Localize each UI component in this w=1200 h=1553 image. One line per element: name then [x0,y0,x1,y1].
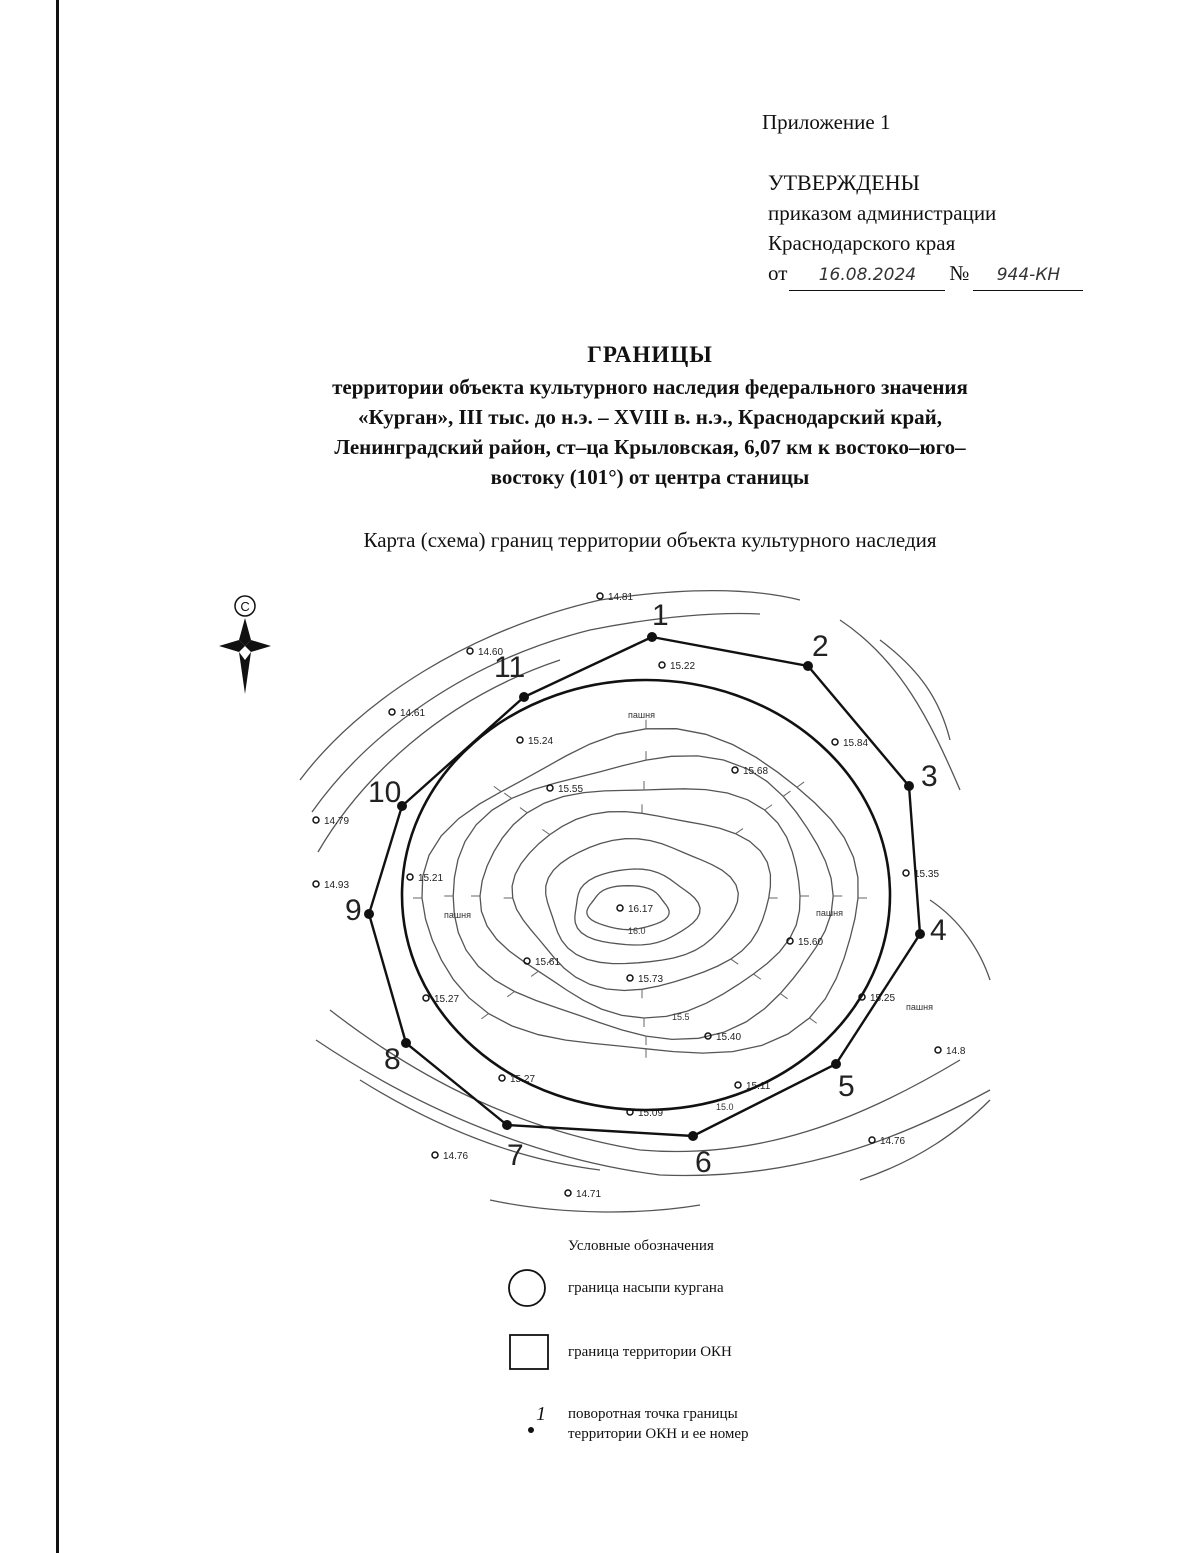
elevation-label: 14.8 [946,1046,966,1057]
legend-mound-boundary: граница насыпи кургана [568,1280,724,1296]
slope-tick [520,808,527,813]
turning-point-label: 2 [812,630,829,663]
elevation-label: 15.24 [528,736,554,747]
slope-tick [507,991,514,996]
contour-arc [880,640,950,740]
svg-text:1: 1 [536,1403,546,1425]
elevation-dot [313,881,319,887]
territory-boundary-legend-icon [508,1333,552,1373]
title-heading: ГРАНИЦЫ [587,342,713,367]
approved-line-2: Краснодарского края [768,231,956,255]
mound-boundary-legend-icon [506,1267,548,1309]
turning-point-dot [364,909,374,919]
elevation-dot [597,593,603,599]
contour-arc [360,1080,600,1170]
turning-point-label: 9 [345,894,362,927]
slope-tick [754,974,761,979]
contour-label: пашня [444,910,471,920]
elevation-dot [565,1190,571,1196]
elevation-label: 15.73 [638,974,664,985]
turning-point-dot [915,929,925,939]
turning-point-label: 8 [384,1043,401,1076]
elevation-dot [432,1152,438,1158]
contour-label: 16.0 [628,926,646,936]
turning-point-dot [401,1038,411,1048]
elevation-dot [659,662,665,668]
contour-label: 15.0 [716,1102,734,1112]
number-prefix: № [949,261,970,285]
turning-point-label: 5 [838,1070,855,1103]
contour-arc [330,1010,960,1152]
handwritten-date: 16.08.2024 [789,260,945,291]
slope-tick [504,793,511,798]
elevation-label: 15.60 [798,937,824,948]
elevation-dot [499,1075,505,1081]
elevation-dot [627,975,633,981]
appendix-label: Приложение 1 [762,110,891,134]
elevation-dot [313,817,319,823]
legend-turning-point-line-2: территории ОКН и ее номер [568,1426,749,1442]
contour-arc [840,620,960,790]
turning-point-dot [904,781,914,791]
elevation-label: 15.27 [434,994,460,1005]
turning-point-label: 3 [921,760,938,793]
approved-line-1: приказом администрации [768,201,997,225]
slope-tick [542,830,549,835]
elevation-label: 15.25 [870,993,896,1004]
slope-tick [731,959,738,964]
elevation-dot [467,648,473,654]
turning-point-dot [688,1131,698,1141]
elevation-label: 15.61 [535,957,561,968]
mound-boundary [402,680,890,1110]
elevation-label: 15.21 [418,873,444,884]
elevation-dot [423,995,429,1001]
slope-tick [780,994,787,999]
elevation-dot [732,767,738,773]
elevation-label: 15.68 [743,766,769,777]
turning-point-label: 10 [368,776,402,809]
elevation-label: 15.40 [716,1032,742,1043]
elevation-dot [407,874,413,880]
map-caption: Карта (схема) границ территории объекта культурного наследия [363,528,937,552]
turning-points [345,599,947,1179]
slope-tick [765,805,772,810]
title-line-1: территории объекта культурного наследия федерального значения [332,375,968,399]
elevation-label: 14.93 [324,880,350,891]
title-line-2: «Курган», III тыс. до н.э. – XVIII в. н.э., Краснодарский край, [357,405,942,429]
legend-title: Условные обозначения [568,1238,714,1254]
slope-tick [481,1014,488,1019]
slope-tick [531,971,538,976]
elevation-label: 14.79 [324,816,350,827]
slope-tick [494,786,501,791]
north-arrow-icon [219,596,271,694]
elevation-label: 14.61 [400,708,426,719]
elevation-label: 14.76 [443,1151,469,1162]
elevation-label: 14.60 [478,647,504,658]
approved-title: УТВЕРЖДЕНЫ [768,170,920,195]
slope-tick [736,829,743,834]
turning-point-dot [519,692,529,702]
contour-label: 15.5 [672,1012,690,1022]
turning-point-label: 7 [507,1139,524,1172]
contour-ring [422,729,858,1053]
elevation-dot [617,905,623,911]
elevation-dot [547,785,553,791]
elevation-label: 15.55 [558,784,584,795]
slope-tick [809,1018,816,1023]
elevation-dot [832,739,838,745]
elevation-label: 14.76 [880,1136,906,1147]
turning-point-dot [502,1120,512,1130]
legend-territory-boundary: граница территории ОКН [568,1344,732,1360]
elevation-label: 15.09 [638,1108,664,1119]
elevation-label: 14.71 [576,1189,602,1200]
contour-label: пашня [816,908,843,918]
elevation-dot [869,1137,875,1143]
date-prefix: от [768,261,788,285]
title-line-4: востоку (101°) от центра станицы [490,465,810,489]
elevation-label: 14.81 [608,592,634,603]
elevation-label: 15.22 [670,661,696,672]
elevation-dot [389,709,395,715]
turning-point-dot [831,1059,841,1069]
elevation-dot [735,1082,741,1088]
elevation-dot [903,870,909,876]
turning-point-label: 1 [652,599,669,632]
elevation-dot [517,737,523,743]
turning-point-label: 4 [930,914,947,947]
contour-arc [490,1200,700,1212]
turning-point-dot [647,632,657,642]
elevation-dot [935,1047,941,1053]
contour-label: пашня [906,1002,933,1012]
elevation-label: 15.84 [843,738,869,749]
handwritten-number: 944-КН [973,260,1083,291]
turning-point-legend-icon [522,1402,552,1438]
contour-arc [318,660,560,852]
slope-tick [783,791,790,796]
turning-point-label: 6 [695,1146,712,1179]
elevation-label: 15.35 [914,869,940,880]
north-label: С [240,599,250,614]
contour-label: пашня [628,710,655,720]
elevation-label: 15.27 [510,1074,536,1085]
title-line-3: Ленинградский район, ст–ца Крыловская, 6,07 км к востоко–юго– [334,435,966,459]
elevation-label: 16.17 [628,904,654,915]
legend-turning-point-line-1: поворотная точка границы [568,1406,738,1422]
turning-point-label: 11 [494,651,526,684]
slope-tick [797,782,804,787]
elevation-label: 15.11 [746,1081,771,1092]
